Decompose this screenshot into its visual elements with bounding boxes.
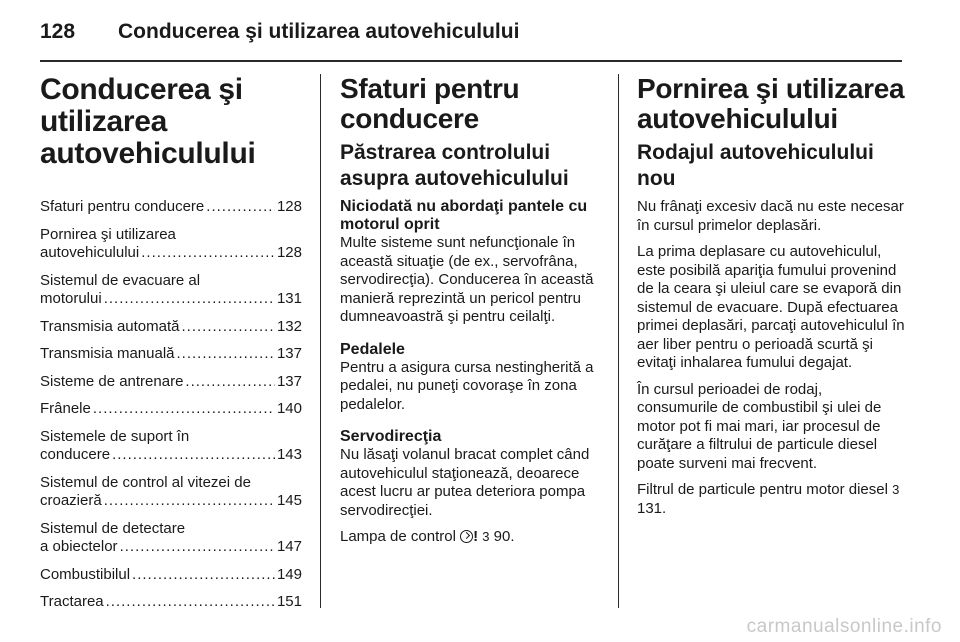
diesel-filter-line: Filtrul de particule pentru motor diesel 3 131.: [637, 481, 900, 517]
toc-entry-title: Sistemul de detectare: [40, 519, 186, 537]
toc-entry[interactable]: [40, 520, 302, 557]
toc-entry-title: Sfaturi pentru conducere: [40, 198, 205, 215]
header-rule: [40, 60, 902, 62]
toc-page-number: 151: [276, 593, 302, 610]
column-divider: [618, 74, 619, 608]
toc-entry[interactable]: [40, 198, 302, 217]
toc-entry[interactable]: [40, 428, 302, 465]
toc-entry-title: Transmisia manuală: [40, 345, 175, 362]
paragraph-engine-off: Multe sisteme sunt nefuncţionale în această situaţie (de ex., servofrâna, servodirecţia). Conducerea în această manieră reprezintă un pericol pentru dumneavoastră şi pentru ceilalţi.: [340, 234, 594, 325]
toc-leader-dots: [141, 244, 275, 263]
section-title: Pornirea şi utilizarea autovehiculului: [637, 73, 905, 134]
heading-pedals: Pedalele: [340, 340, 405, 358]
toc-entry-title: Tractarea: [40, 593, 104, 610]
heading-engine-off: Niciodată nu abordaţi pantele cu motorul oprit: [340, 198, 588, 233]
toc-page-number: 128: [276, 198, 302, 215]
control-lamp-line: Lampa de control ! 3 90.: [340, 528, 515, 545]
toc-entry-title: a obiectelor: [40, 538, 118, 555]
cross-reference-arrow-icon: 3: [482, 529, 490, 544]
toc-entry-title: Sistemele de suport în: [40, 427, 190, 445]
toc-leader-dots: [185, 373, 275, 392]
page-header: [40, 14, 920, 50]
toc-leader-dots: [112, 446, 275, 465]
cross-reference-page[interactable]: 131.: [637, 499, 667, 517]
cross-reference-page[interactable]: 90.: [493, 528, 515, 545]
toc-entry[interactable]: [40, 474, 302, 511]
toc-page-number: 137: [276, 372, 302, 390]
paragraph-first-drive: La prima deplasare cu autovehiculul, este posibilă apariţia fumului provenind de la ceara şi uleiul care se evaporă din sistemul de evacuare. După efectuarea primei deplasări, parcaţi autovehiculul în aer liber pentru o perioadă scurtă şi evitaţi inhalarea fumului degajat.: [637, 243, 905, 371]
toc-page-number: 140: [276, 400, 302, 417]
toc-entry[interactable]: [40, 400, 302, 419]
toc-page-number: 149: [276, 565, 302, 583]
paragraph-power-steering: Nu lăsaţi volanul bracat complet când autovehiculul staţionează, deoarece acest lucru ar putea deteriora pompa servodirecţiei.: [340, 446, 590, 519]
toc-page-number: 145: [276, 492, 302, 509]
toc-entry[interactable]: [40, 373, 302, 392]
toc-page-number: 143: [276, 446, 302, 463]
toc-page-number: 132: [276, 317, 302, 335]
toc-entry-title: Frânele: [40, 400, 91, 417]
toc-leader-dots: [104, 492, 275, 511]
toc-entry-title: autovehiculului: [40, 244, 140, 261]
toc-page-number: 131: [276, 290, 302, 307]
toc-entry[interactable]: [40, 272, 302, 309]
toc-entry[interactable]: [40, 593, 302, 612]
toc-leader-dots: [206, 198, 275, 217]
toc-entry-title: Sistemul de control al vitezei de: [40, 473, 251, 491]
steering-warning-icon: [460, 530, 473, 543]
toc-leader-dots: [104, 290, 275, 309]
toc-entry-title: motorului: [40, 290, 102, 307]
toc-entry-title: conducere: [40, 446, 111, 463]
column-left: [40, 74, 302, 621]
toc-entry-title: Transmisia automată: [40, 317, 180, 335]
toc-entry-title: Combustibilul: [40, 565, 131, 583]
column-divider: [320, 74, 321, 608]
paragraph-break-in: În cursul perioadei de rodaj, consumurile de combustibil şi ulei de motor pot fi mai mari, iar procesul de curăţare a filtrului de particule diesel poate surveni mai frecvent.: [637, 380, 882, 472]
toc-entry[interactable]: [40, 318, 302, 337]
toc-entry[interactable]: [40, 345, 302, 364]
paragraph-pedals: Pentru a asigura cursa nestingherită a pedalei, nu puneţi covoraşe în zona pedalelor.: [340, 358, 594, 413]
paragraph-braking: Nu frânaţi excesiv dacă nu este necesar în cursul primelor deplasări.: [637, 198, 904, 234]
toc-leader-dots: [120, 538, 275, 557]
toc-leader-dots: [132, 566, 275, 585]
toc-entry[interactable]: [40, 226, 302, 263]
toc-entry-title: Sistemul de evacuare al: [40, 271, 201, 289]
toc-entry[interactable]: [40, 566, 302, 585]
warning-symbol: !: [473, 528, 479, 545]
toc-leader-dots: [93, 400, 275, 419]
running-title: Conducerea şi utilizarea autovehiculului: [118, 20, 520, 43]
toc-leader-dots: [182, 318, 275, 337]
chapter-title: Conducerea şi utilizarea autovehiculului: [40, 73, 256, 170]
toc-entry-title: Sisteme de antrenare: [40, 372, 184, 390]
cross-reference-arrow-icon: 3: [892, 482, 900, 497]
toc-page-number: 147: [276, 538, 302, 555]
table-of-contents: [40, 198, 302, 612]
watermark: carmanualsonline.info: [746, 616, 942, 637]
subsection-title: Rodajul autovehiculului nou: [637, 141, 874, 190]
section-title: Sfaturi pentru conducere: [340, 73, 520, 134]
subsection-title: Păstrarea controlului asupra autovehiculului: [340, 141, 569, 190]
toc-page-number: 137: [276, 345, 302, 362]
toc-entry-title: croazieră: [40, 492, 102, 509]
toc-entry-title: Pornirea şi utilizarea: [40, 225, 176, 243]
toc-leader-dots: [177, 345, 275, 364]
heading-power-steering: Servodirecţia: [340, 428, 442, 445]
toc-page-number: 128: [276, 244, 302, 261]
page-number: 128: [40, 20, 76, 43]
toc-leader-dots: [106, 593, 275, 612]
column-middle: [340, 74, 606, 555]
column-right: [637, 74, 907, 526]
